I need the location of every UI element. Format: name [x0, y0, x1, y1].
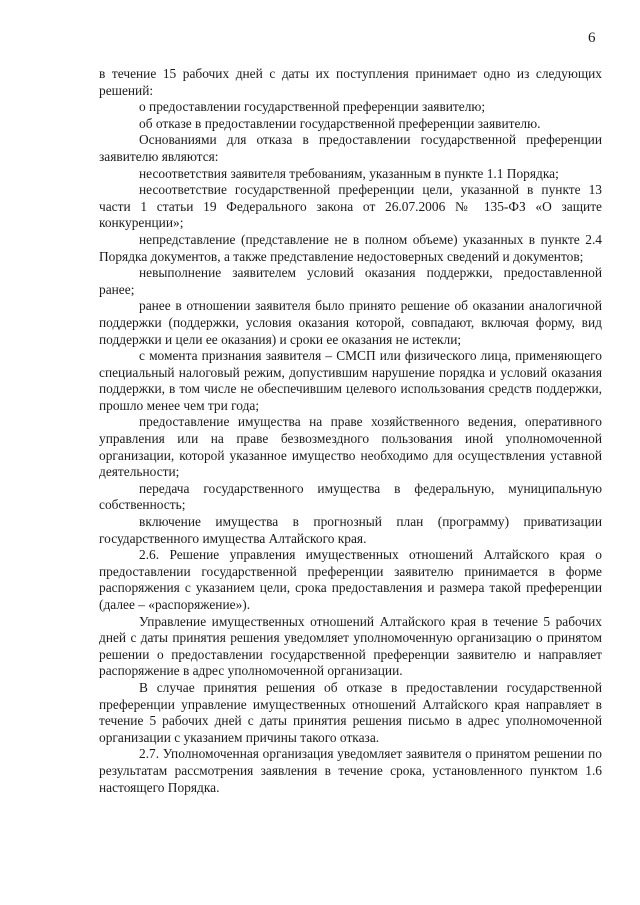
paragraph-option-refuse: об отказе в предоставлении государственной преференции заявителю.	[139, 115, 541, 131]
paragraph-option-grant: о предоставлении государственной преференции заявителю;	[139, 99, 486, 115]
paragraph-ground-7: предоставление имущества на праве хозяйственного ведения, оперативного управления или на праве безвозмездного пользования иной уполномоченной организации, которой указанное имущество необходимо для осуществления уставной деятельности;	[99, 414, 602, 480]
paragraph-clause-2-6: 2.6. Решение управления имущественных отношений Алтайского края о предоставлении государственной преференции заявителю принимается в форме распоряжения с указанием цели, срока предоставления и размера такой преференции (далее – «распоряжение»).	[99, 547, 602, 612]
paragraph-ground-3: непредставление (представление не в полном объеме) указанных в пункте 2.4 Порядка документов, а также представление недостоверных сведений и документов;	[99, 231, 602, 264]
paragraph-ground-2: несоответствие государственной преференции цели, указанной в пункте 13 части 1 статьи 19 Федерального закона от 26.07.2006 № 135-ФЗ «О защите конкуренции»;	[99, 182, 602, 231]
document-body	[99, 66, 602, 796]
paragraph-clause-2-7: 2.7. Уполномоченная организация уведомляет заявителя о принятом решении по результатам рассмотрения заявления в течение срока, установленного пунктом 1.6 настоящего Порядка.	[99, 746, 602, 795]
paragraph-notification: Управление имущественных отношений Алтайского края в течение 5 рабочих дней с даты принятия решения уведомляет уполномоченную организацию о принятом решении о предоставлении государственной преференции заявителю и направляет распоряжение в адрес уполномоченной организации.	[99, 613, 602, 679]
paragraph-intro: в течение 15 рабочих дней с даты их поступления принимает одно из следующих решений:	[99, 66, 602, 98]
paragraph-ground-5: ранее в отношении заявителя было принято решение об оказании аналогичной поддержки (поддержки, условия оказания которой, совпадают, включая форму, вид поддержки и цели ее оказания) и сроки ее оказания не истекли;	[99, 298, 602, 347]
page-number: 6	[588, 30, 596, 46]
paragraph-refusal-grounds-heading: Основаниями для отказа в предоставлении государственной преференции заявителю являются:	[99, 132, 602, 164]
paragraph-ground-8: передача государственного имущества в федеральную, муниципальную собственность;	[99, 480, 602, 513]
paragraph-ground-1: несоответствия заявителя требованиям, указанным в пункте 1.1 Порядка;	[139, 165, 559, 181]
paragraph-ground-4: невыполнение заявителем условий оказания поддержки, предоставленной ранее;	[99, 265, 602, 297]
paragraph-refusal-letter: В случае принятия решения об отказе в предоставлении государственной преференции управление имущественных отношений Алтайского края направляет в течение 5 рабочих дней с даты принятия решения письмо в адрес уполномоченной организации с указанием причины такого отказа.	[99, 679, 602, 745]
paragraph-ground-6: с момента признания заявителя – СМСП или физического лица, применяющего специальный налоговый режим, допустившим нарушение порядка и условий оказания поддержки, в том числе не обеспечившим целевого использования средств поддержки, прошло менее чем три года;	[99, 348, 602, 413]
paragraph-ground-9: включение имущества в прогнозный план (программу) приватизации государственного имущества Алтайского края.	[99, 514, 602, 546]
